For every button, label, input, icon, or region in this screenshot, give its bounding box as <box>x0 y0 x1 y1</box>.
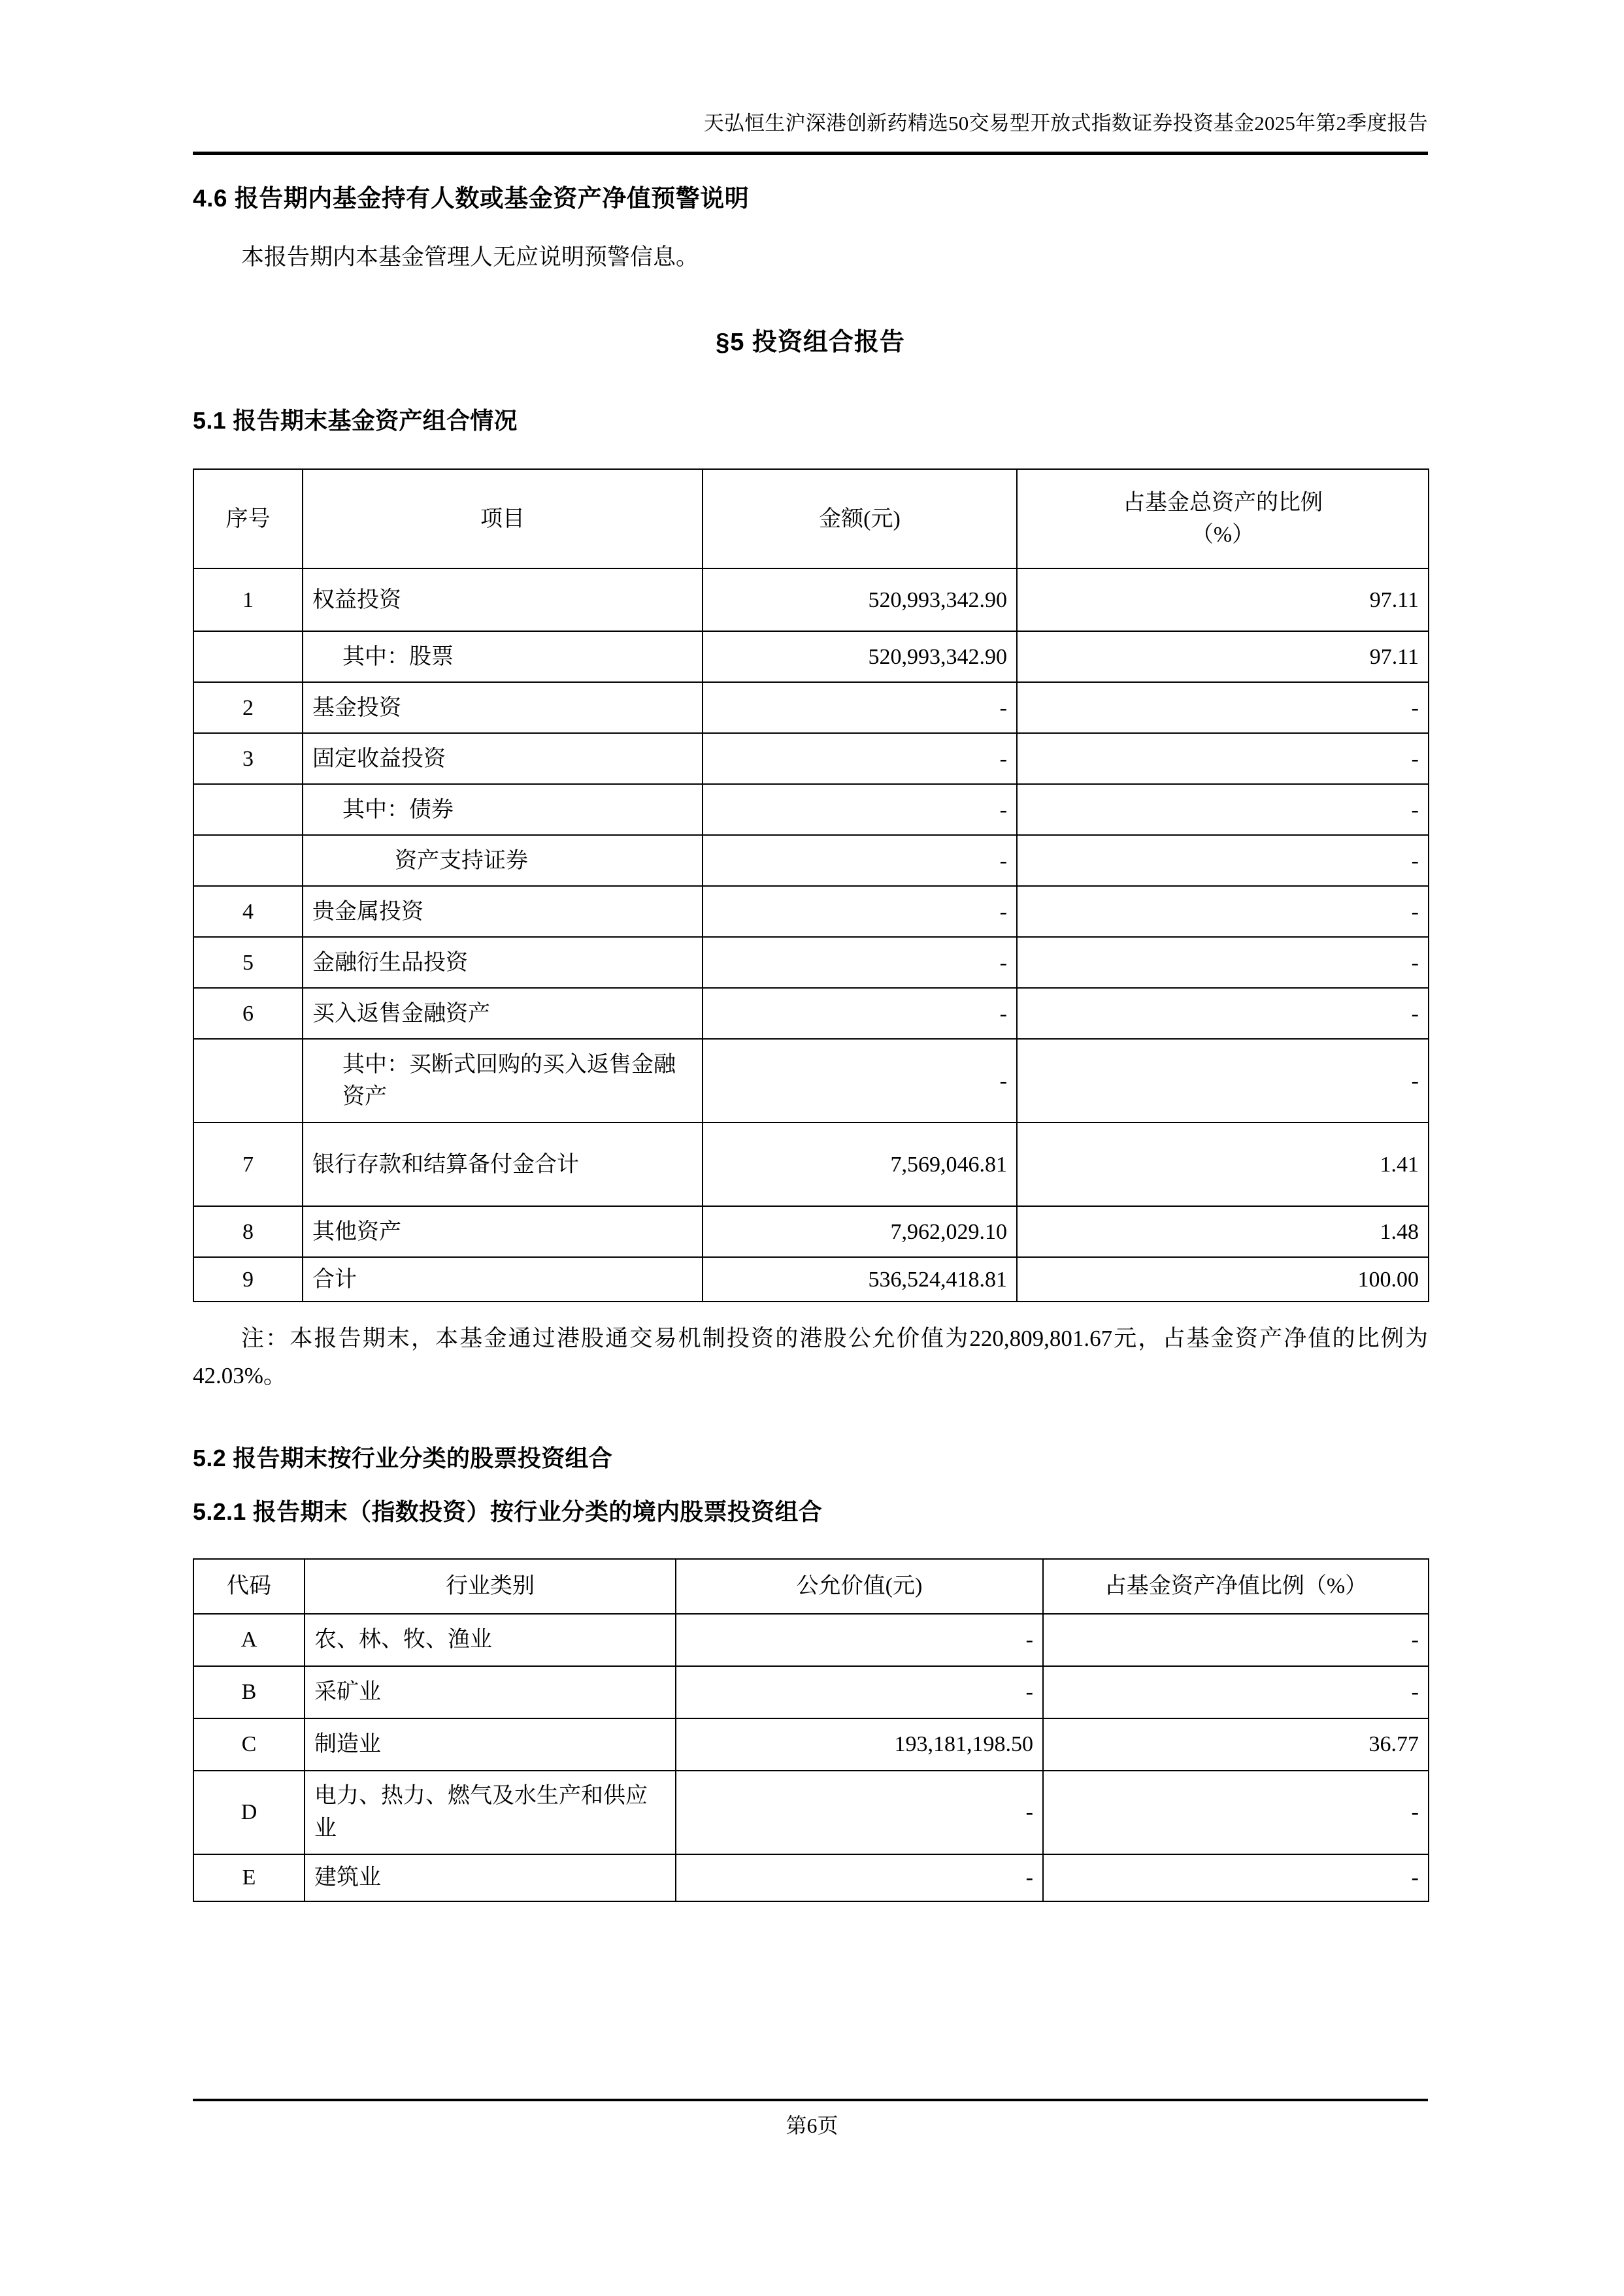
row-no: 5 <box>193 937 303 988</box>
row-no: 4 <box>193 886 303 937</box>
row-item-label: 其中：股票 <box>342 644 454 669</box>
row-code: E <box>193 1854 305 1901</box>
row-pct: - <box>1017 886 1429 937</box>
row-pct: - <box>1017 784 1429 835</box>
row-item: 其他资产 <box>303 1206 703 1257</box>
page-content <box>193 180 1428 1902</box>
row-amount: 536,524,418.81 <box>703 1257 1017 1302</box>
row-item-label: 其中：债券 <box>342 797 454 822</box>
table-row <box>193 937 1429 988</box>
heading-5-2: 5.2 报告期末按行业分类的股票投资组合 <box>193 1444 613 1471</box>
header-divider-rule <box>193 152 1428 155</box>
row-item <box>303 631 703 682</box>
row-item <box>303 784 703 835</box>
table-row <box>193 568 1429 631</box>
row-amount: - <box>703 733 1017 784</box>
col-header-pct: 占基金资产净值比例（%） <box>1043 1559 1429 1614</box>
row-industry: 制造业 <box>305 1718 676 1771</box>
row-pct: - <box>1043 1771 1429 1854</box>
row-no <box>193 1039 303 1123</box>
table-row <box>193 682 1429 733</box>
row-pct: 1.41 <box>1017 1123 1429 1206</box>
heading-4-6: 4.6 报告期内基金持有人数或基金资产净值预警说明 <box>193 185 750 212</box>
row-no: 9 <box>193 1257 303 1302</box>
col-header-amount: 金额(元) <box>703 469 1017 568</box>
row-code: A <box>193 1614 305 1666</box>
table-row <box>193 1718 1429 1771</box>
table-row <box>193 1854 1429 1901</box>
row-pct: 97.11 <box>1017 568 1429 631</box>
table-row <box>193 1206 1429 1257</box>
row-no: 7 <box>193 1123 303 1206</box>
running-header <box>193 110 1428 137</box>
asset-composition-table <box>193 468 1429 1302</box>
table-header-row <box>193 469 1429 568</box>
row-item: 买入返售金融资产 <box>303 988 703 1039</box>
table-row <box>193 835 1429 886</box>
row-no: 3 <box>193 733 303 784</box>
row-amount: 7,962,029.10 <box>703 1206 1017 1257</box>
row-industry: 采矿业 <box>305 1666 676 1718</box>
row-no: 6 <box>193 988 303 1039</box>
col-header-item: 项目 <box>303 469 703 568</box>
table-row <box>193 886 1429 937</box>
running-header-title: 天弘恒生沪深港创新药精选50交易型开放式指数证券投资基金2025年第2季度报告 <box>703 112 1428 135</box>
row-pct: - <box>1017 1039 1429 1123</box>
col-header-industry: 行业类别 <box>305 1559 676 1614</box>
row-pct: - <box>1017 733 1429 784</box>
row-item: 权益投资 <box>303 568 703 631</box>
col-header-pct-line1: 占基金总资产的比例 <box>1123 490 1323 515</box>
page-number: 第6页 <box>786 2114 838 2137</box>
row-pct: - <box>1017 682 1429 733</box>
row-item-label: 其中：买断式回购的买入返售金融资产 <box>342 1052 676 1109</box>
footer-divider-rule <box>193 2099 1428 2101</box>
row-no <box>193 835 303 886</box>
table-row <box>193 1771 1429 1854</box>
row-amount: - <box>703 886 1017 937</box>
row-pct: 36.77 <box>1043 1718 1429 1771</box>
row-item: 贵金属投资 <box>303 886 703 937</box>
col-header-value: 公允价值(元) <box>676 1559 1043 1614</box>
industry-classification-table <box>193 1558 1429 1902</box>
table-row <box>193 1039 1429 1123</box>
row-pct: - <box>1043 1666 1429 1718</box>
row-amount: 7,569,046.81 <box>703 1123 1017 1206</box>
paragraph-4-6: 本报告期内本基金管理人无应说明预警信息。 <box>241 244 699 270</box>
row-item: 银行存款和结算备付金合计 <box>303 1123 703 1206</box>
row-pct: - <box>1017 835 1429 886</box>
row-industry: 建筑业 <box>305 1854 676 1901</box>
row-industry: 电力、热力、燃气及水生产和供应业 <box>305 1771 676 1854</box>
table-row <box>193 1123 1429 1206</box>
row-amount: - <box>703 988 1017 1039</box>
row-no <box>193 631 303 682</box>
row-item <box>303 835 703 886</box>
heading-5-1: 5.1 报告期末基金资产组合情况 <box>193 407 518 435</box>
heading-5-2-1: 5.2.1 报告期末（指数投资）按行业分类的境内股票投资组合 <box>193 1498 823 1525</box>
heading-section-5: §5 投资组合报告 <box>716 329 905 357</box>
row-pct: - <box>1017 937 1429 988</box>
row-no: 8 <box>193 1206 303 1257</box>
table-header-row <box>193 1559 1429 1614</box>
row-no: 2 <box>193 682 303 733</box>
row-amount: 520,993,342.90 <box>703 568 1017 631</box>
table-row <box>193 631 1429 682</box>
row-industry: 农、林、牧、渔业 <box>305 1614 676 1666</box>
table-row <box>193 784 1429 835</box>
table-row <box>193 1257 1429 1302</box>
row-value: - <box>676 1614 1043 1666</box>
row-item <box>303 1039 703 1123</box>
row-code: C <box>193 1718 305 1771</box>
row-value: - <box>676 1666 1043 1718</box>
row-no <box>193 784 303 835</box>
col-header-no: 序号 <box>193 469 303 568</box>
table-row <box>193 1614 1429 1666</box>
row-value: - <box>676 1771 1043 1854</box>
row-amount: - <box>703 937 1017 988</box>
row-pct: 97.11 <box>1017 631 1429 682</box>
table-row <box>193 988 1429 1039</box>
row-item-label: 资产支持证券 <box>395 848 528 873</box>
table-row <box>193 1666 1429 1718</box>
row-value: - <box>676 1854 1043 1901</box>
row-no: 1 <box>193 568 303 631</box>
row-amount: - <box>703 784 1017 835</box>
row-item: 基金投资 <box>303 682 703 733</box>
row-item: 金融衍生品投资 <box>303 937 703 988</box>
row-pct: 100.00 <box>1017 1257 1429 1302</box>
row-amount: - <box>703 682 1017 733</box>
col-header-code: 代码 <box>193 1559 305 1614</box>
col-header-pct-line2: （%） <box>1191 523 1255 548</box>
row-value: 193,181,198.50 <box>676 1718 1043 1771</box>
table-note-5-1: 注：本报告期末，本基金通过港股通交易机制投资的港股公允价值为220,809,801.67元，占基金资产净值的比例为42.03%。 <box>193 1326 1428 1388</box>
row-code: D <box>193 1771 305 1854</box>
row-code: B <box>193 1666 305 1718</box>
row-pct: - <box>1017 988 1429 1039</box>
table-row <box>193 733 1429 784</box>
row-item: 固定收益投资 <box>303 733 703 784</box>
row-amount: - <box>703 1039 1017 1123</box>
row-pct: - <box>1043 1614 1429 1666</box>
row-amount: - <box>703 835 1017 886</box>
col-header-pct <box>1017 469 1429 568</box>
row-amount: 520,993,342.90 <box>703 631 1017 682</box>
row-pct: 1.48 <box>1017 1206 1429 1257</box>
row-pct: - <box>1043 1854 1429 1901</box>
row-item: 合计 <box>303 1257 703 1302</box>
